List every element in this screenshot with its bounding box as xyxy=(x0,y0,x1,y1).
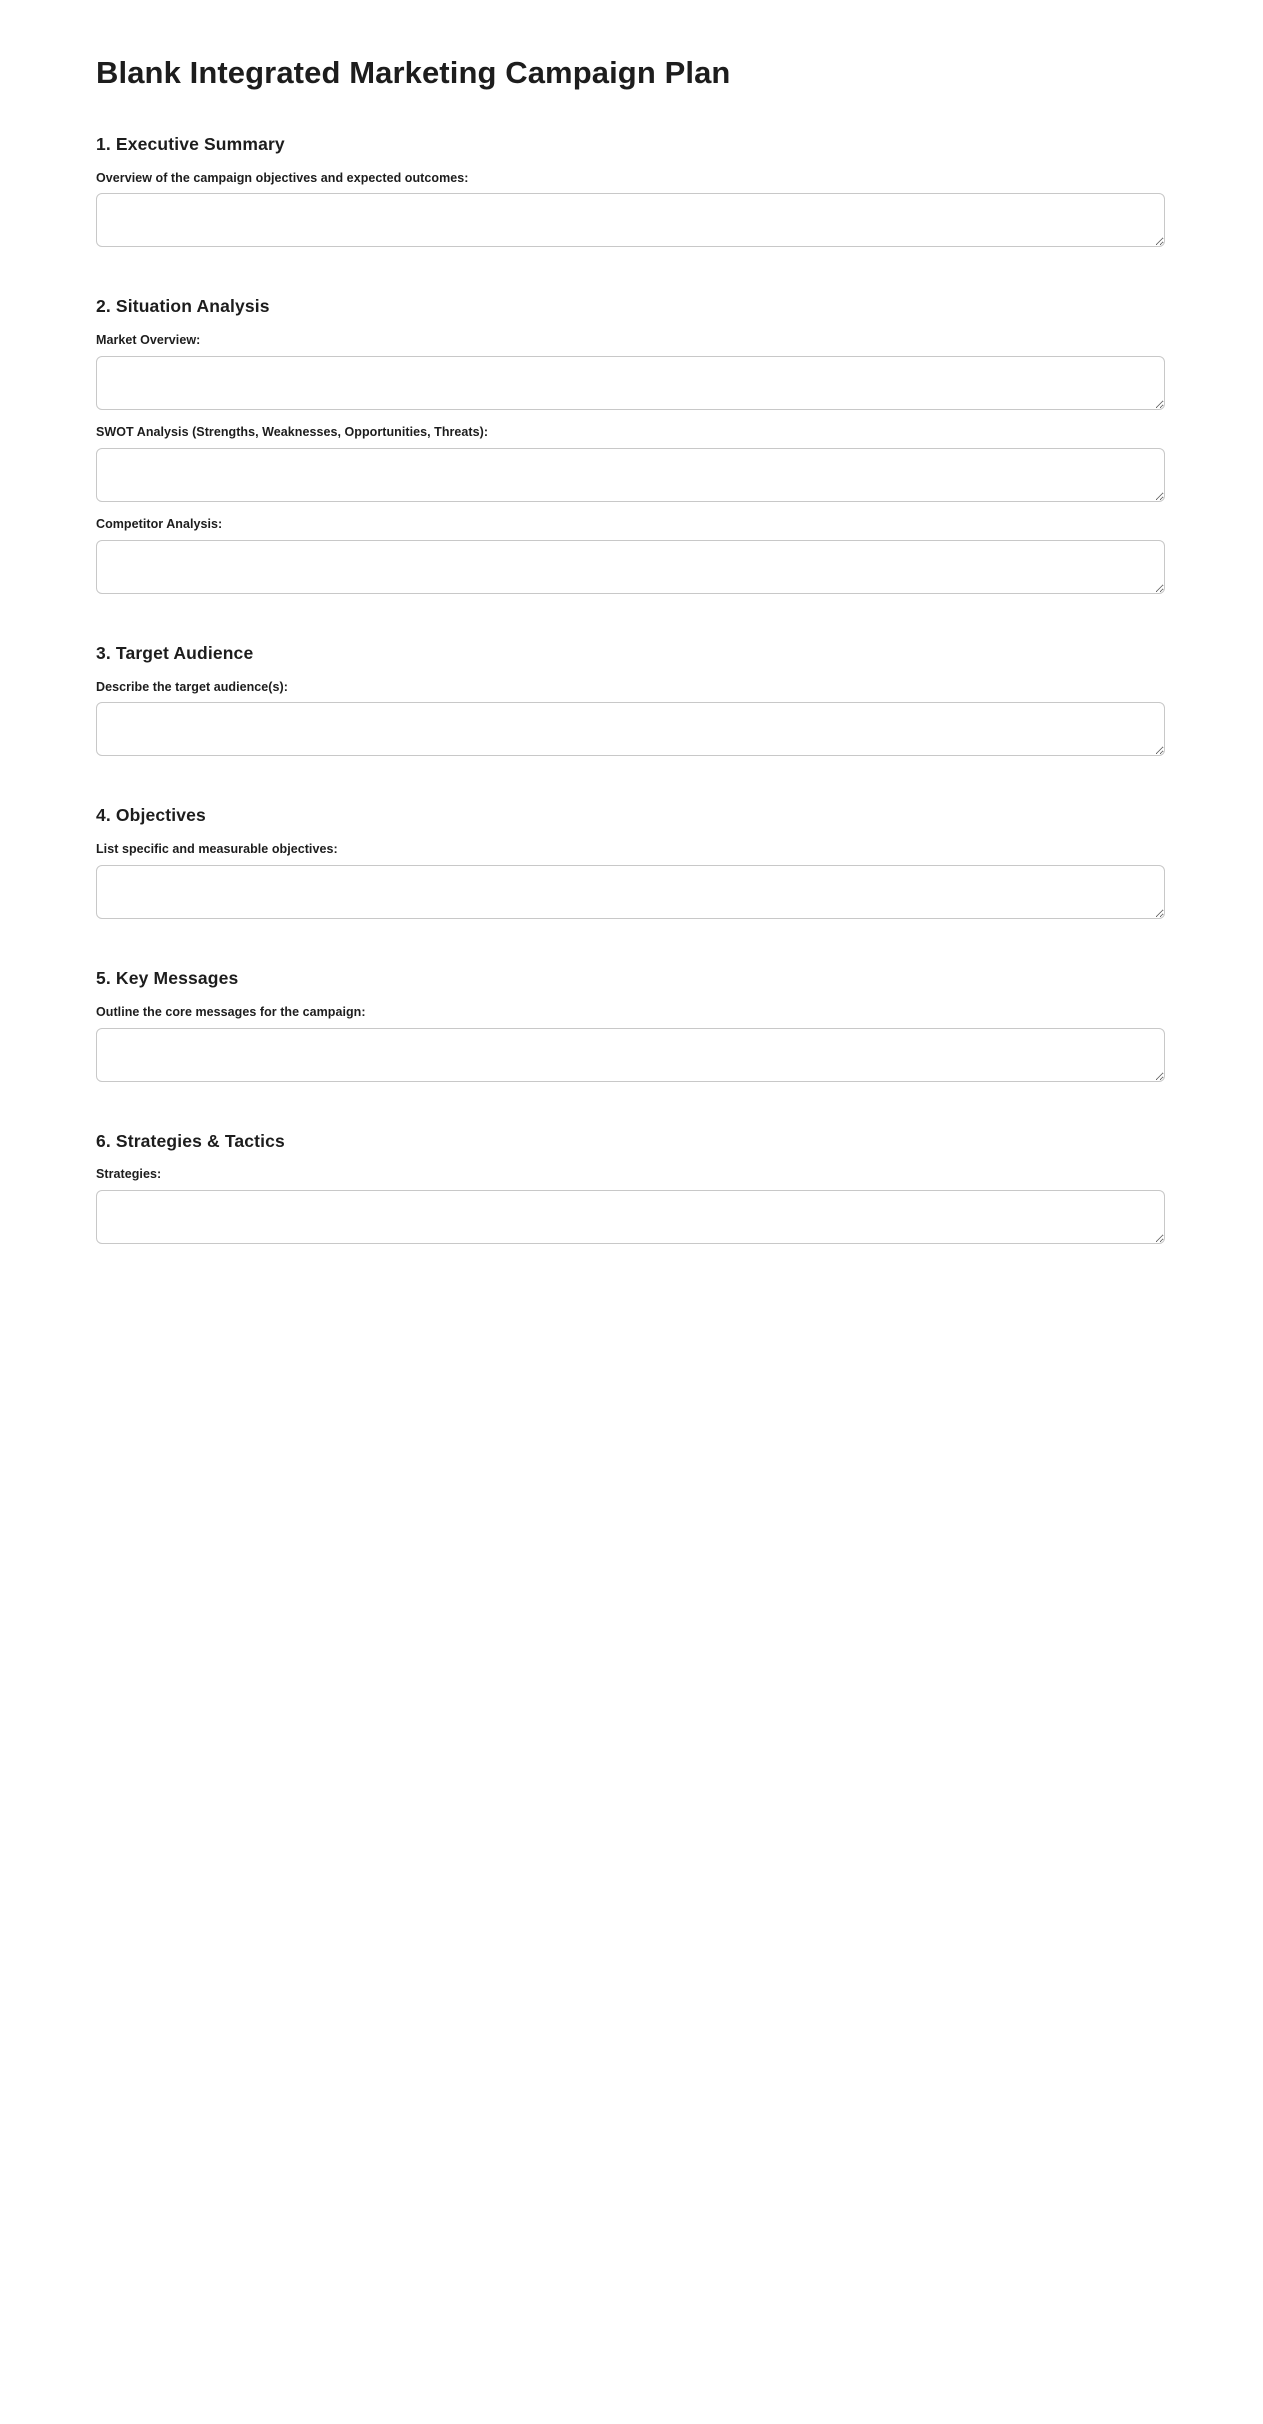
field-group-target-audience xyxy=(96,679,1167,757)
objectives-field[interactable] xyxy=(96,865,1165,919)
field-group-swot-analysis xyxy=(96,424,1167,502)
label-key-messages: Outline the core messages for the campaign: xyxy=(96,1004,366,1019)
section-heading-objectives: 4. Objectives xyxy=(96,805,206,826)
label-objectives: List specific and measurable objectives: xyxy=(96,842,338,857)
competitor-analysis-field[interactable] xyxy=(96,540,1165,594)
label-competitor-analysis: Competitor Analysis: xyxy=(96,516,223,531)
market-overview-field[interactable] xyxy=(96,356,1165,410)
label-swot-analysis: SWOT Analysis (Strengths, Weaknesses, Opportunities, Threats): xyxy=(96,425,489,439)
overview-field[interactable] xyxy=(96,193,1165,247)
page-trailing-space xyxy=(96,1244,1167,2424)
strategies-field[interactable] xyxy=(96,1190,1165,1244)
field-group-key-messages xyxy=(96,1004,1167,1082)
section-executive-summary xyxy=(96,133,1167,248)
field-group-objectives xyxy=(96,841,1167,919)
field-group-market-overview xyxy=(96,332,1167,410)
page-title: Blank Integrated Marketing Campaign Plan xyxy=(96,55,731,90)
swot-analysis-field[interactable] xyxy=(96,448,1165,502)
label-market-overview: Market Overview: xyxy=(96,333,201,348)
label-overview: Overview of the campaign objectives and expected outcomes: xyxy=(96,170,469,185)
field-group-overview xyxy=(96,170,1167,248)
section-strategies-tactics xyxy=(96,1130,1167,1245)
section-key-messages xyxy=(96,967,1167,1082)
section-target-audience xyxy=(96,642,1167,757)
field-group-competitor-analysis xyxy=(96,516,1167,594)
field-group-strategies xyxy=(96,1166,1167,1244)
section-heading-key-messages: 5. Key Messages xyxy=(96,968,239,988)
key-messages-field[interactable] xyxy=(96,1028,1165,1082)
target-audience-field[interactable] xyxy=(96,702,1165,756)
section-heading-strategies-tactics: 6. Strategies & Tactics xyxy=(96,1130,285,1151)
section-heading-target-audience: 3. Target Audience xyxy=(96,642,254,663)
label-target-audience: Describe the target audience(s): xyxy=(96,679,288,694)
section-heading-situation-analysis: 2. Situation Analysis xyxy=(96,296,270,317)
section-heading-executive-summary: 1. Executive Summary xyxy=(96,133,285,154)
section-situation-analysis xyxy=(96,295,1167,593)
label-strategies: Strategies: xyxy=(96,1167,162,1182)
section-objectives xyxy=(96,804,1167,919)
